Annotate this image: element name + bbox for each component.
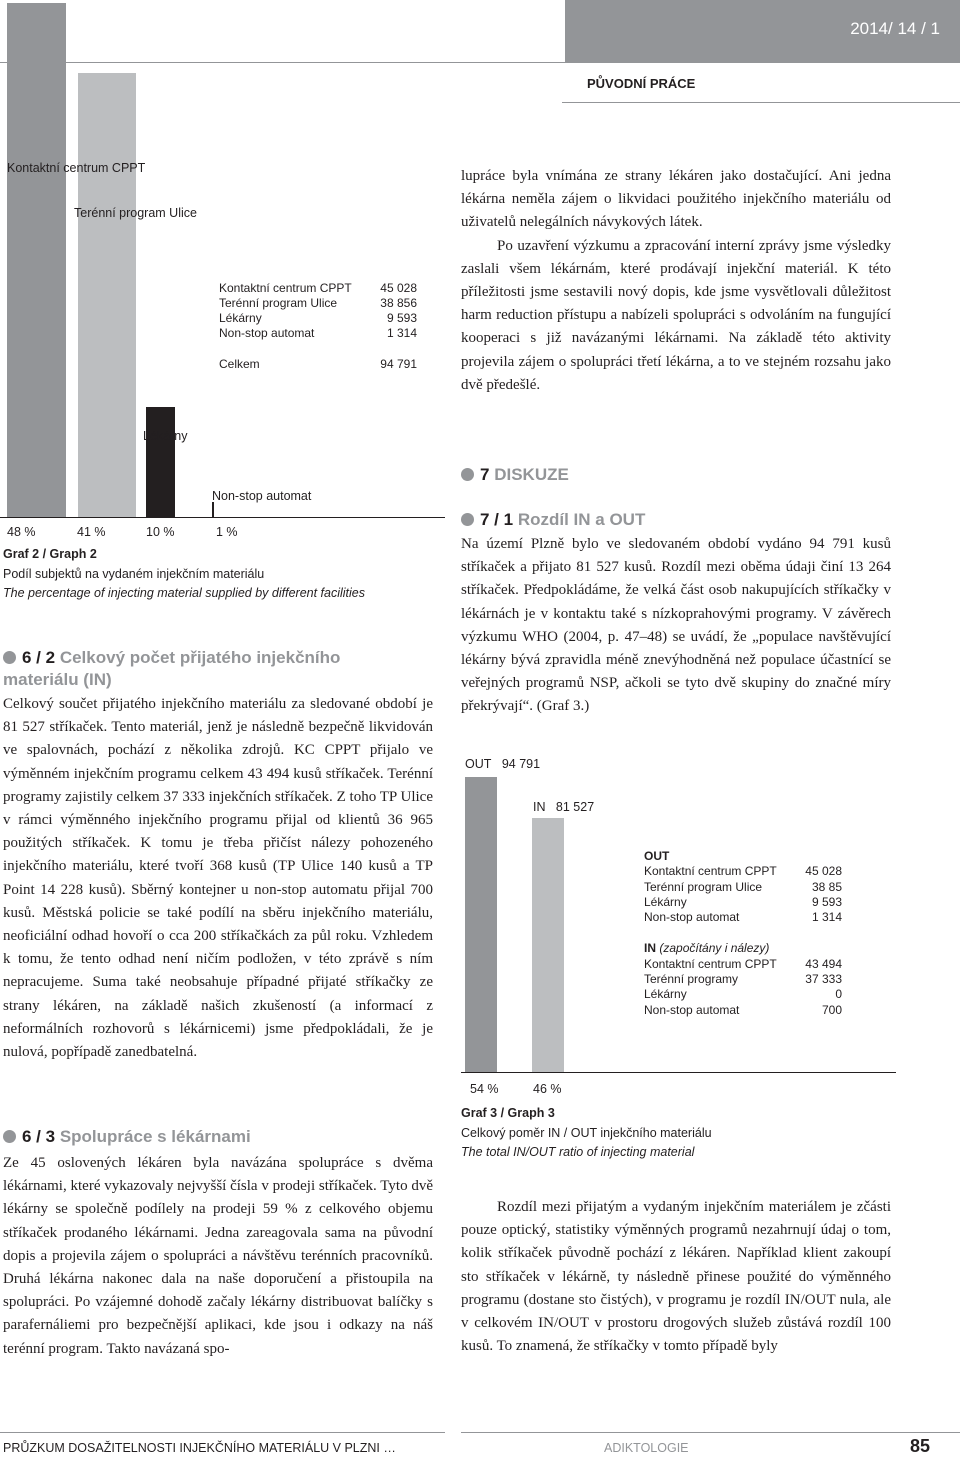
legend-total-value: 94 791 — [380, 357, 417, 371]
heading-text: Celkový počet přijatého injekčního — [59, 648, 341, 667]
bullet-icon — [3, 1130, 16, 1143]
pct-in: 46 % — [533, 1082, 562, 1096]
legend-name: Lékárny — [644, 894, 687, 909]
chart3-caption-title: Graf 3 / Graph 3 — [461, 1106, 555, 1120]
legend-row — [644, 957, 842, 972]
legend-name: Terénní programy — [644, 972, 739, 987]
bar-label-lekarny: Lékárny — [143, 429, 188, 443]
legend-value: 1 314 — [811, 910, 842, 925]
col2-top-body — [461, 165, 891, 397]
bar-label-ulice: Terénní program Ulice — [74, 206, 197, 220]
heading-7 — [461, 465, 569, 485]
legend-row — [644, 895, 842, 910]
legend-out-title: OUT — [644, 849, 670, 863]
legend-value: 43 494 — [805, 956, 842, 971]
in-label-value: 81 527 — [555, 800, 595, 814]
legend-row — [219, 281, 417, 295]
legend-in-note: (započítány i nálezy) — [659, 941, 770, 956]
chart2-baseline — [0, 517, 445, 518]
header-rule-2 — [562, 102, 960, 103]
heading-number: 7 / 1 — [480, 510, 514, 529]
heading-number: 6 / 3 — [22, 1127, 56, 1146]
legend-value: 45 028 — [805, 864, 842, 879]
legend-value: 9 593 — [811, 894, 842, 909]
legend-value: 0 — [835, 987, 842, 1002]
legend-name: Terénní program Ulice — [644, 879, 763, 894]
legend-row — [644, 880, 842, 895]
legend-row — [219, 296, 417, 310]
pct-lekarny: 10 % — [146, 525, 175, 539]
pct-out: 54 % — [470, 1082, 499, 1096]
legend-row — [644, 864, 842, 879]
heading-text: Rozdíl IN a OUT — [517, 510, 646, 529]
legend-name: Non-stop automat — [644, 1002, 740, 1017]
col2-bottom-body — [461, 1196, 891, 1358]
header-rule — [0, 62, 960, 63]
chart3-baseline — [461, 1072, 896, 1073]
out-label — [465, 757, 540, 771]
legend-value: 38 85 — [811, 879, 842, 894]
chart3-caption-en: The total IN/OUT ratio of injecting material — [461, 1145, 695, 1159]
legend-row — [644, 1003, 842, 1018]
legend-row — [219, 326, 417, 340]
heading-number: 7 — [480, 465, 490, 484]
pct-automat: 1 % — [216, 525, 238, 539]
chart3-legend — [644, 849, 842, 1018]
paragraph: Ze 45 oslovených lékáren byla navázána spolupráce s dvěma lékárnami, které vykazovaly nejvyšší čísla v prodeji stříkaček. Tyto dvě lékárny se společně podílely na prodeji 59 % z celkového objemu stříkaček prodaného lékárnami. Jednа zareagovala sama na původní dopis a projevila zájem o spolupráci a návštěvu terénních pracovníků. Druhá lékárna nakonec dala na naše doporučení a přistoupila na spolupráci. Po vzájemné dohodě začaly lékárny distribuovat balíčky s parafernáliemi pro bezpečnější aplikaci, kde jsou i odkazy na náš terénní program. Takto navázaná spo- — [3, 1155, 433, 1357]
legend-name: Terénní program Ulice — [219, 296, 338, 310]
legend-name: Kontaktní centrum CPPT — [219, 281, 352, 295]
legend-in-title-text: IN — [644, 941, 656, 956]
heading-number: 6 / 2 — [22, 648, 56, 667]
footer-journal: ADIKTOLOGIE — [604, 1441, 689, 1455]
legend-name: Kontaktní centrum CPPT — [644, 956, 777, 971]
bullet-icon — [461, 468, 474, 481]
paragraph: Na území Plzně bylo ve sledovaném období vydáno 94 791 kusů stříkaček a přijato 81 527 kusů. Rozdíl mezi oběma údaji činí 13 264 stříkaček. Předpokládáme, že velká část osob nakupujících stříkačky v lékárnách je v kontaktu také s nízkoprahovými programy. V závěrech výzkumu WHO (2004, p. 47–48) se uvádí, že „populace navštěvující lékárny bývá zpravidla méně znevýhodněná než populace účastnící se veřejných programů NSP, ačkoli se tyto dvě skupiny do značné míry překrývají“. (Graf 3.) — [461, 536, 891, 715]
heading-text: Spolupráce s lékárnami — [59, 1127, 251, 1146]
issue-number: 2014/ 14 / 1 — [850, 19, 940, 38]
chart3-caption-cz: Celkový poměr IN / OUT injekčního materiálu — [461, 1126, 712, 1140]
section-6-3-body — [3, 1152, 433, 1361]
chart2-caption-en: The percentage of injecting material supplied by different facilities — [3, 586, 366, 600]
legend-name: Non-stop automat — [644, 910, 740, 925]
bar-label-automat: Non-stop automat — [212, 489, 312, 503]
legend-name: Lékárny — [219, 311, 262, 325]
header-tab — [562, 0, 960, 62]
section-7-1-body — [461, 533, 891, 719]
bar-in — [532, 818, 564, 1072]
legend-total — [219, 357, 417, 371]
section-label: PŮVODNÍ PRÁCE — [587, 76, 696, 91]
legend-row — [644, 987, 842, 1002]
pct-ulice: 41 % — [77, 525, 106, 539]
legend-spacer — [644, 925, 842, 941]
legend-value: 700 — [821, 1002, 842, 1017]
paragraph: lupráce byla vnímána ze strany lékáren jako dostačující. Ani jedna lékárna neměla zájem o likvidaci použitého injekčního materiálu od uživatelů nelegálních návykových látek. — [461, 168, 891, 231]
legend-in-title — [644, 941, 842, 956]
bar-cppt — [7, 3, 66, 517]
heading-6-2 — [3, 648, 340, 668]
chart2-caption-cz: Podíl subjektů na vydaném injekčním materiálu — [3, 567, 265, 581]
legend-name: Kontaktní centrum CPPT — [644, 864, 777, 879]
heading-7-1 — [461, 510, 645, 530]
heading-6-2-line2: materiálu (IN) — [3, 670, 112, 689]
page-number: 85 — [910, 1436, 931, 1456]
legend-value: 45 028 — [380, 281, 417, 295]
footer-rule-right — [461, 1432, 960, 1433]
in-label — [533, 800, 594, 814]
paragraph: Po uzavření výzkumu a zpracování interní zprávy jsme výsledky zaslali všem lékárnám, které prodávají injekční materiál. K této příležitosti jsme sestavili nový dopis, kde jsme vysvětlovali důležitost harm reduction přístupu a nabízeli spolupráci s odvoláním na fungující kooperaci s již navázanými lékárnami. Na základě této aktivity projevila zájem o spolupráci třetí lékárna, a to ve stejném rozsahu jako dvě předešlé. — [461, 237, 891, 393]
out-label-value: 94 791 — [501, 757, 541, 771]
paragraph: Rozdíl mezi přijatým a vydaným injekčním materiálem je zčásti pouze optický, statistiky výměnných programů nezahrnují údaj o tom, kolik stříkaček původně pochází z lékáren. Například klient zakoupí sto stříkaček v lékárně, ty následně přinese použité do výměnného programu (dostane sto čistých), v programu je rozdíl IN/OUT nula, ale v celkovém IN/OUT v prostoru drogových služeb zůstává rozdíl 100 kusů. To znamená, že stříkačky v tomto případě byly — [461, 1199, 891, 1355]
out-label-text: OUT — [465, 757, 492, 771]
bar-lekarny — [146, 407, 175, 517]
legend-value: 9 593 — [386, 311, 417, 325]
bullet-icon — [461, 513, 474, 526]
chart2-caption-title: Graf 2 / Graph 2 — [3, 547, 97, 561]
paragraph: Celkový součet přijatého injekčního materiálu za sledované období je 81 527 stříkaček. Tento materiál, jenž je následně bezpečně likvidován ve spalovnách, pochází z několika zdrojů. KC CPPT přijalo ve výměnném injekčním programu celkem 43 494 kusů stříkaček. Terénní programy zajistily celkem 37 333 injekčních stříkaček. Z toho TP Ulice v rámci výměnného injekčního programu přijal od klientů 36 965 použitých stříkaček. K tomu je třeba přičíst nálezy pohozeného injekčního materiálu, které tvoří 368 kusů (TP Ulice 140 kusů a TP Point 14 228 kusů). Sběrný kontejner u non-stop automatu přijal 700 kusů. Městská policie se také podílí na sběru injekčního materiálu, neoficiální odhad hovoří o cca 200 stříkačkách za půl roku. Vzhledem k tomu, že tento odhad není ničím podložen, v této zprávě s ním nepracujeme. Suma také neobsahuje případné přijaté stříkačky ze strany lékáren, na základě našich zkušeností (a informací z neformálních rozhovorů s lékárnicemi) jsme předpokládali, že je nulová, popřípadě zanedbatelná. — [3, 696, 433, 1061]
section-6-2-body — [3, 693, 433, 1064]
heading-6-3 — [3, 1127, 251, 1147]
bullet-icon — [3, 651, 16, 664]
bar-ulice — [78, 73, 136, 517]
pct-cppt: 48 % — [7, 525, 36, 539]
bar-label-cppt: Kontaktní centrum CPPT — [7, 161, 146, 175]
legend-value: 1 314 — [386, 326, 417, 340]
legend-name: Non-stop automat — [219, 326, 315, 340]
footer-running-title: PRŮZKUM DOSAŽITELNOSTI INJEKČNÍHO MATERIÁLU V PLZNI … — [3, 1441, 396, 1455]
footer-rule-left — [0, 1432, 445, 1433]
heading-text: DISKUZE — [494, 465, 569, 484]
legend-total-label: Celkem — [219, 357, 260, 371]
legend-row — [219, 311, 417, 325]
legend-value: 38 856 — [380, 296, 417, 310]
in-label-text: IN — [533, 800, 546, 814]
bar-automat — [212, 502, 214, 517]
legend-row — [644, 972, 842, 987]
legend-row — [644, 910, 842, 925]
legend-value: 37 333 — [805, 972, 842, 987]
legend-name: Lékárny — [644, 987, 687, 1002]
bar-out — [465, 777, 497, 1072]
